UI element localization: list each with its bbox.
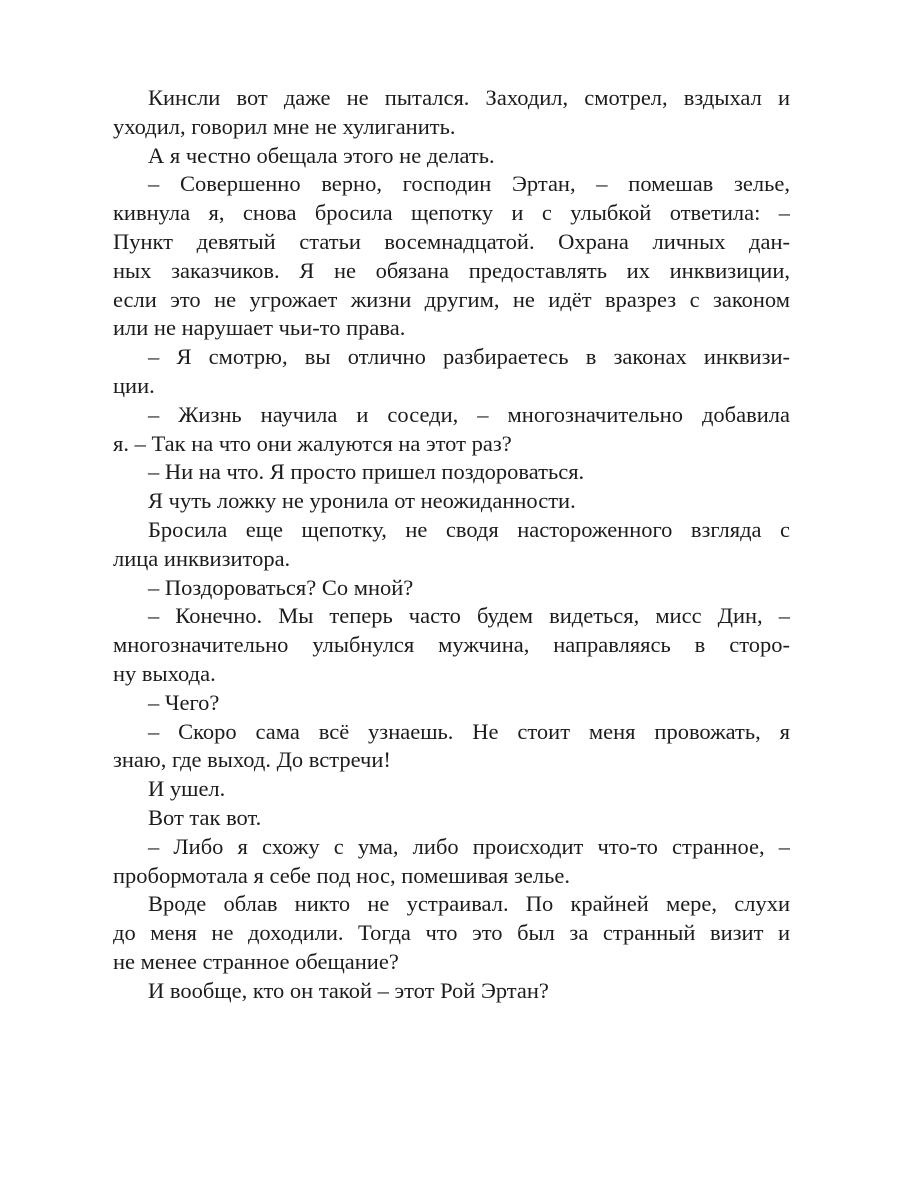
- text-line: – Поздороваться? Со мной?: [148, 574, 414, 600]
- text-line: Бросила еще щепотку, не сводя настороженного взгляда с: [148, 516, 790, 542]
- text-line: Вот так вот.: [148, 804, 262, 830]
- text-line: я. – Так на что они жалуются на этот раз?: [113, 430, 512, 456]
- text-line: – Ни на что. Я просто пришел поздороваться.: [148, 459, 585, 485]
- text-line: И ушел.: [148, 776, 226, 802]
- text-line: – Чего?: [148, 689, 220, 715]
- text-line: пробормотала я себе под нос, помешивая зелье.: [113, 862, 570, 888]
- text-line: многозначительно улыбнулся мужчина, направляясь в сторо-: [113, 632, 790, 658]
- text-line: Вроде облав никто не устраивал. По крайней мере, слухи: [148, 891, 790, 917]
- text-column: [113, 84, 790, 1006]
- text-line: – Совершенно верно, господин Эртан, – помешав зелье,: [148, 171, 790, 197]
- text-line: – Жизнь научила и соседи, – многозначительно добавила: [148, 401, 790, 427]
- text-line: ных заказчиков. Я не обязана предоставлять их инквизиции,: [113, 257, 790, 283]
- text-line: ну выхода.: [113, 660, 216, 686]
- text-line: или не нарушает чьи-то права.: [113, 315, 406, 341]
- text-line: не менее странное обещание?: [113, 948, 399, 974]
- text-line: – Конечно. Мы теперь часто будем видеться, мисс Дин, –: [148, 603, 790, 629]
- text-line: Пункт девятый статьи восемнадцатой. Охрана личных дан-: [113, 228, 790, 254]
- text-line: ции.: [113, 372, 155, 398]
- text-line: – Я смотрю, вы отлично разбираетесь в законах инквизи-: [148, 344, 790, 370]
- text-line: лица инквизитора.: [113, 545, 291, 571]
- text-line: Я чуть ложку не уронила от неожиданности.: [148, 488, 576, 514]
- text-line: И вообще, кто он такой – этот Рой Эртан?: [148, 977, 549, 1003]
- text-line: – Либо я схожу с ума, либо происходит что-то странное, –: [148, 833, 790, 859]
- text-line: кивнула я, снова бросила щепотку и с улыбкой ответила: –: [113, 200, 790, 226]
- text-line: знаю, где выход. До встречи!: [113, 747, 391, 773]
- text-line: если это не угрожает жизни другим, не идёт вразрез с законом: [113, 286, 790, 312]
- text-line: – Скоро сама всё узнаешь. Не стоит меня провожать, я: [148, 718, 790, 744]
- text-line: уходил, говорил мне не хулиганить.: [113, 113, 456, 139]
- text-line: до меня не доходили. Тогда что это был за странный визит и: [113, 920, 790, 946]
- text-line: А я честно обещала этого не делать.: [148, 142, 495, 168]
- text-line: Кинсли вот даже не пытался. Заходил, смотрел, вздыхал и: [148, 85, 790, 110]
